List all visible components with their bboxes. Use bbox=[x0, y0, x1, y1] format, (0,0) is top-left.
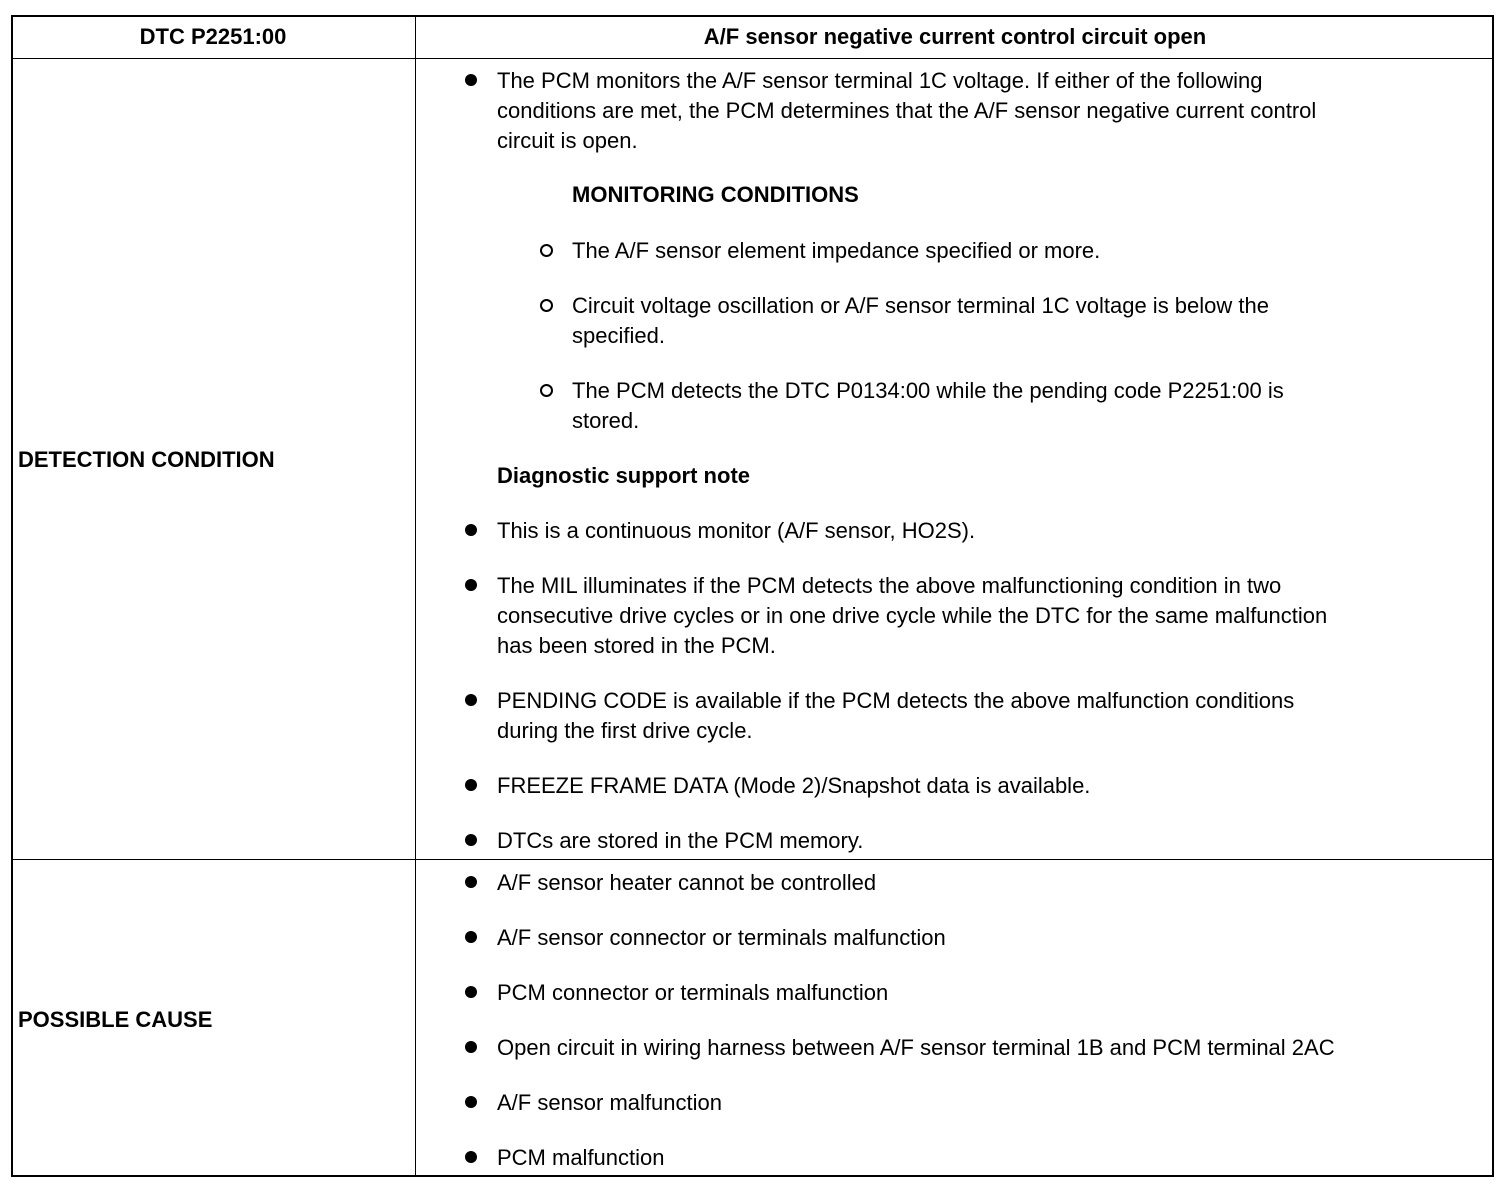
bullet-icon bbox=[465, 524, 477, 536]
condition-line: stored. bbox=[572, 408, 640, 433]
dtc-code-header: DTC P2251:00 bbox=[139, 24, 287, 49]
ring-bullet-icon bbox=[540, 299, 553, 312]
bullet-icon bbox=[465, 986, 477, 998]
bullet-icon bbox=[465, 1041, 477, 1053]
note-line: FREEZE FRAME DATA (Mode 2)/Snapshot data is available. bbox=[497, 773, 1091, 798]
diagnostic-support-heading: Diagnostic support note bbox=[497, 463, 750, 488]
intro-line: conditions are met, the PCM determines that the A/F sensor negative current control bbox=[497, 98, 1317, 123]
ring-bullet-icon bbox=[540, 384, 553, 397]
cause-item: PCM malfunction bbox=[497, 1145, 665, 1170]
bullet-icon bbox=[465, 1151, 477, 1163]
bullet-icon bbox=[465, 876, 477, 888]
ring-bullet-icon bbox=[540, 244, 553, 257]
detection-condition-label: DETECTION CONDITION bbox=[18, 447, 275, 472]
row-divider bbox=[11, 859, 1494, 860]
bullet-icon bbox=[465, 579, 477, 591]
intro-line: circuit is open. bbox=[497, 128, 638, 153]
cause-item: A/F sensor malfunction bbox=[497, 1090, 722, 1115]
cause-item: PCM connector or terminals malfunction bbox=[497, 980, 889, 1005]
bullet-icon bbox=[465, 1096, 477, 1108]
dtc-title-header: A/F sensor negative current control circuit open bbox=[703, 24, 1207, 49]
note-line: This is a continuous monitor (A/F sensor, HO2S). bbox=[497, 518, 976, 543]
bullet-icon bbox=[465, 931, 477, 943]
bullet-icon bbox=[465, 74, 477, 86]
note-line: The MIL illuminates if the PCM detects the above malfunctioning condition in two bbox=[497, 573, 1282, 598]
condition-line: The A/F sensor element impedance specified or more. bbox=[572, 238, 1101, 263]
bullet-icon bbox=[465, 779, 477, 791]
intro-line: The PCM monitors the A/F sensor terminal 1C voltage. If either of the following bbox=[497, 68, 1263, 93]
condition-line: Circuit voltage oscillation or A/F sensor terminal 1C voltage is below the bbox=[572, 293, 1269, 318]
cause-item: A/F sensor connector or terminals malfunction bbox=[497, 925, 946, 950]
note-line: during the first drive cycle. bbox=[497, 718, 753, 743]
note-line: has been stored in the PCM. bbox=[497, 633, 776, 658]
note-line: PENDING CODE is available if the PCM detects the above malfunction conditions bbox=[497, 688, 1295, 713]
bullet-icon bbox=[465, 694, 477, 706]
bullet-icon bbox=[465, 834, 477, 846]
cause-item: Open circuit in wiring harness between A/F sensor terminal 1B and PCM terminal 2AC bbox=[497, 1035, 1335, 1060]
condition-line: specified. bbox=[572, 323, 665, 348]
possible-cause-label: POSSIBLE CAUSE bbox=[18, 1007, 213, 1032]
note-line: consecutive drive cycles or in one drive cycle while the DTC for the same malfunction bbox=[497, 603, 1328, 628]
monitoring-conditions-heading: MONITORING CONDITIONS bbox=[572, 182, 859, 207]
note-line: DTCs are stored in the PCM memory. bbox=[497, 828, 864, 853]
condition-line: The PCM detects the DTC P0134:00 while the pending code P2251:00 is bbox=[572, 378, 1284, 403]
column-divider bbox=[415, 15, 416, 1177]
cause-item: A/F sensor heater cannot be controlled bbox=[497, 870, 877, 895]
